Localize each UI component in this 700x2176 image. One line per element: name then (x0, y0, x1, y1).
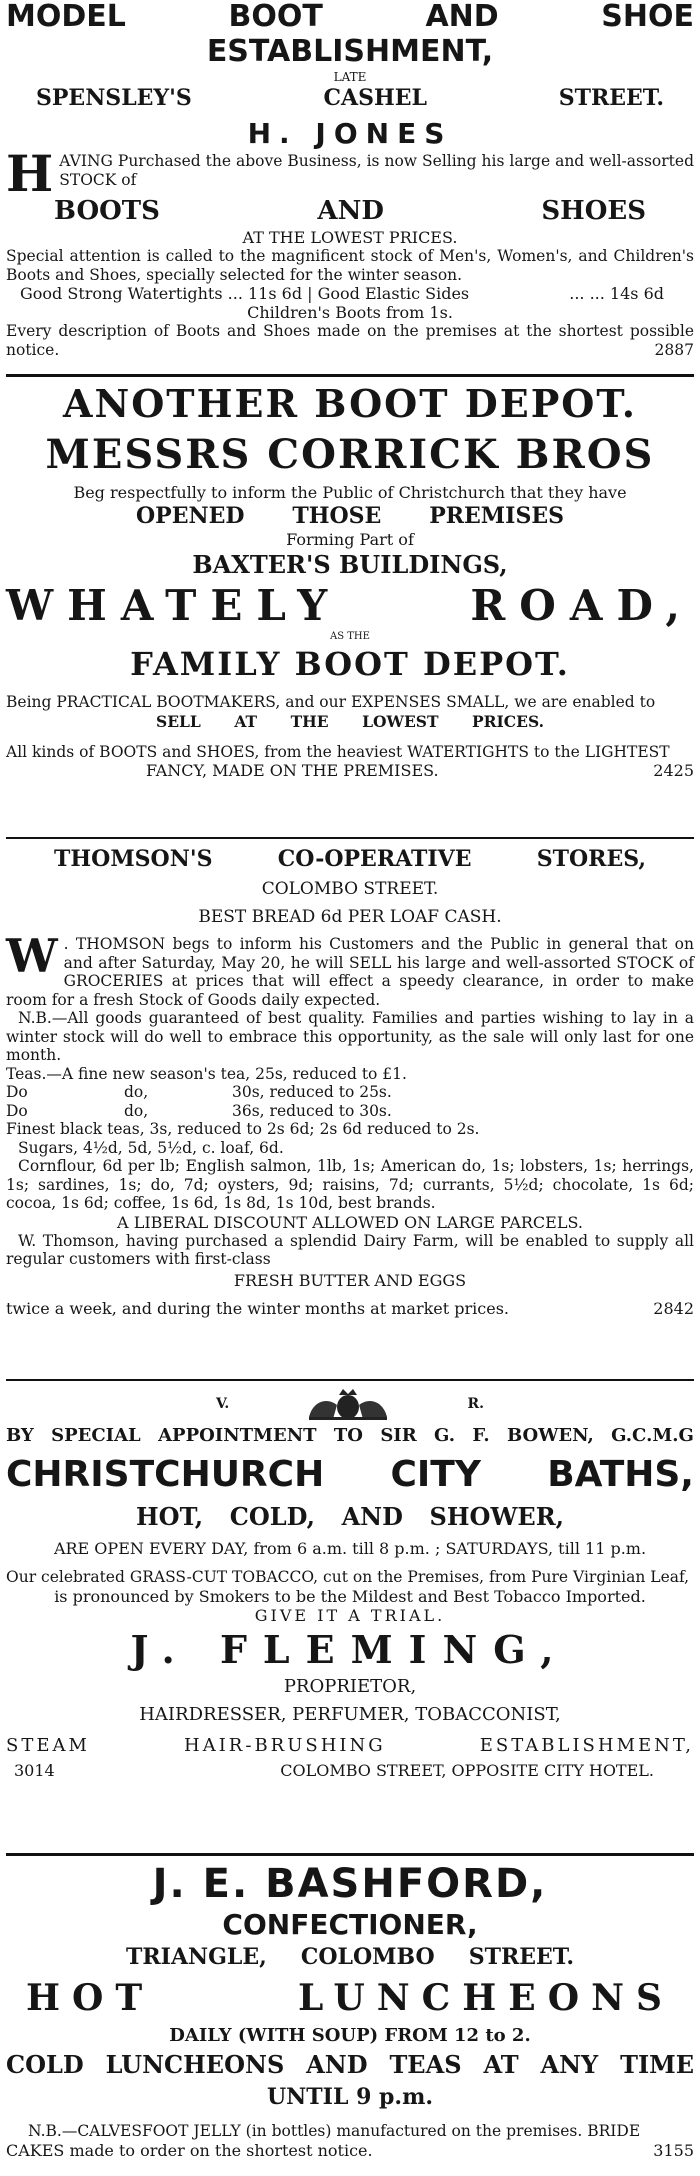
w: TEAS (389, 2050, 462, 2079)
w: OPENED (136, 503, 245, 529)
ad2-being-a: Being PRACTICAL BOOTMAKERS, and our EXPENSES SMALL, we are enabled to (6, 693, 656, 711)
ad2-kinds-a: All kinds of BOOTS and SHOES, from the heaviest WATERTIGHTS to the LIGHTEST (6, 742, 670, 761)
w: BY (6, 1425, 34, 1446)
ad2-opened (6, 502, 694, 530)
ad3-butter: FRESH BUTTER AND EGGS (233, 1270, 467, 1290)
w: COLD, (229, 1502, 315, 1531)
ad2-beg: Beg respectfully to inform the Public of Christchurch that they have (73, 483, 627, 502)
w: CHRISTCHURCH (6, 1454, 325, 1495)
ad3-bread: BEST BREAD 6d PER LOAF CASH. (198, 907, 502, 927)
ad3-discount: A LIBERAL DISCOUNT ALLOWED ON LARGE PARCELS. (117, 1212, 583, 1232)
tea-cell: 36s, reduced to 30s. (232, 1101, 392, 1120)
ad1-line1 (6, 0, 694, 34)
ad5-until: UNTIL 9 p.m. (266, 2084, 434, 2110)
divider (6, 1853, 694, 1856)
ad3-dairy: W. Thomson, having purchased a splendid Dairy Farm, will be enabled to supply all regular customers with first-class (6, 1231, 694, 1268)
w: LUNCHEONS (105, 2050, 285, 2079)
w: ROAD, (470, 581, 694, 630)
w: PREMISES (429, 503, 564, 529)
ad4-title (6, 1449, 694, 1501)
w: COLD (6, 2050, 84, 2079)
ad1-special: Special attention is called to the magnificent stock of Men's, Women's, and Children's Boots and Shoes, specially selected for the winter season. (6, 247, 694, 284)
w: CITY (390, 1454, 481, 1495)
ad4-tobacco-b: is pronounced by Smokers to be the Mildest and Best Tobacco Imported. (54, 1586, 646, 1606)
ad4-give: GIVE IT A TRIAL. (254, 1605, 446, 1625)
tea-row (6, 1065, 415, 1084)
w: AND (317, 196, 384, 226)
crest-right: R. (467, 1396, 484, 1412)
ad3-street: COLOMBO STREET. (261, 879, 439, 899)
tea-cell: 30s, reduced to 25s. (232, 1083, 392, 1101)
ad1-good (6, 284, 694, 303)
ad4-address: COLOMBO STREET, OPPOSITE CITY HOTEL. (280, 1760, 654, 1780)
ad4-tobacco-a: Our celebrated GRASS-CUT TOBACCO, cut on the Premises, from Pure Virginian Leaf, (6, 1568, 690, 1586)
ad2-family: FAMILY BOOT DEPOT. (130, 645, 570, 683)
w: THOSE (292, 503, 382, 529)
w: TIME (620, 2050, 695, 2079)
ad5-hot (6, 1972, 694, 2024)
ad1-intro (6, 144, 694, 203)
royal-crest-icon (303, 1387, 393, 1421)
ad3-twice-row (6, 1299, 694, 1318)
ad3-teas (6, 1065, 415, 1121)
ad3-sugars: Sugars, 4½d, 5d, 5½d, c. loaf, 6d. (18, 1138, 284, 1157)
w: SPECIAL (51, 1425, 141, 1446)
ad5-nb-b: CAKES made to order on the shortest notice. (6, 2140, 373, 2160)
ad4-address-row (6, 1761, 694, 1780)
ad4-sub (6, 1501, 694, 1533)
w: BATHS, (547, 1454, 694, 1495)
w: HAIR-BRUSHING (184, 1734, 386, 1756)
w: HOT, (136, 1502, 204, 1531)
ad-number: 3014 (14, 1760, 55, 1780)
ad4-role: PROPRIETOR, (283, 1675, 417, 1697)
ad2-firm: MESSRS CORRICK BROS (45, 431, 655, 478)
ad2-whately (6, 581, 694, 631)
tea-cell: Do (6, 1101, 28, 1120)
ad2-baxter: BAXTER'S BUILDINGS, (192, 550, 508, 579)
ad4-crest-row (6, 1385, 694, 1423)
divider (6, 1379, 694, 1381)
w: AND (341, 1502, 403, 1531)
w: TRIANGLE, (126, 1944, 267, 1970)
w: AND (425, 0, 499, 34)
ad-bashford (6, 1860, 694, 2170)
w: SHOWER, (429, 1502, 564, 1531)
tea-cell: do, (124, 1083, 149, 1101)
w: AT (483, 2050, 519, 2079)
ad2-forming: Forming Part of (286, 530, 414, 549)
ad2-kinds-b: FANCY, MADE ON THE PREMISES. (146, 761, 439, 780)
ad2-asthe: AS THE (330, 631, 370, 642)
tea-cell: Do (6, 1083, 28, 1101)
ad1-every (6, 322, 694, 359)
ad-number: 2887 (654, 340, 694, 359)
w: THOMSON'S (54, 846, 213, 872)
w: G.C.M.G (611, 1425, 694, 1446)
w: LUNCHEONS (297, 1977, 674, 2019)
w: APPOINTMENT (158, 1425, 317, 1446)
ad-city-baths (6, 1385, 694, 1849)
ad-model-boot (6, 0, 694, 370)
ad5-trade: CONFECTIONER, (222, 1908, 478, 1941)
ad1-late: LATE (333, 70, 367, 84)
ad1-heading (6, 194, 694, 228)
ad3-nb: N.B.—All goods guaranteed of best quality. Families and parties wishing to lay in a winter stock will do well to embrace this opportunity, as the sale will only last for one month. (6, 1009, 694, 1064)
w: COLOMBO (300, 1944, 435, 1970)
dropcap-w: W (6, 929, 58, 983)
ad1-intro-text: AVING Purchased the above Business, is now Selling his large and well-assorted STOCK of (59, 152, 694, 189)
tea-row (6, 1102, 415, 1121)
w: HOT (26, 1977, 155, 2019)
ad5-address (6, 1942, 694, 1972)
ad1-good-right: ... ... 14s 6d (569, 284, 664, 303)
ad5-nb-a: N.B.—CALVESFOOT JELLY (in bottles) manufactured on the premises. BRIDE (28, 2122, 641, 2140)
w: CASHEL (323, 85, 427, 111)
ad1-prices: AT THE LOWEST PRICES. (242, 228, 458, 247)
ad3-para1-text: . THOMSON begs to inform his Customers and the Public in general that on and after Saturday, May 20, he will SELL his large and well-assorted STOCK of GROCERIES at prices that will effect a speedy clearance, in order to make room for a fresh Stock of Goods daily expected. (6, 935, 694, 1009)
w: STREET. (468, 1944, 574, 1970)
w: STORES, (536, 846, 646, 872)
w: SHOE (601, 0, 694, 34)
w: SPENSLEY'S (36, 85, 192, 111)
ad4-open: ARE OPEN EVERY DAY, from 6 a.m. till 8 p.m. ; SATURDAYS, till 11 p.m. (53, 1539, 647, 1558)
ad3-para1 (6, 929, 694, 1009)
ad4-trades: HAIRDRESSER, PERFUMER, TOBACCONIST, (139, 1703, 561, 1725)
ad1-line2: ESTABLISHMENT, (206, 34, 494, 69)
w: F. (472, 1425, 490, 1446)
w: AND (306, 2050, 368, 2079)
ad4-name: J. FLEMING, (130, 1626, 570, 1672)
ad2-being-b (6, 712, 694, 731)
w: BOOT (228, 0, 323, 34)
w: SELL AT THE LOWEST PRICES. (156, 711, 544, 731)
w: TO (333, 1425, 363, 1446)
ad5-cold (6, 2048, 694, 2082)
tea-row (6, 1083, 415, 1102)
ad-number: 3155 (653, 2140, 694, 2160)
ad1-good-left: Good Strong Watertights ... 11s 6d | Good Elastic Sides (20, 284, 470, 303)
divider (6, 374, 694, 377)
ad5-name: J. E. BASHFORD, (152, 1861, 548, 1907)
ad5-daily: DAILY (WITH SOUP) FROM 12 to 2. (169, 2025, 531, 2046)
ad4-appointment (6, 1423, 694, 1449)
ad3-cornflour: Cornflour, 6d per lb; English salmon, 1lb, 1s; American do, 1s; lobsters, 1s; herrings, 1s; sardines, 1s; do, 7d; oysters, 9d; raisins, 7d; currants, 5½d; chocolate, 1s 6d; cocoa, 1s 6d; coffee, 1s 6d, 1s 8d, 1s 10d, best brands. (6, 1157, 694, 1212)
w: ESTABLISHMENT, (479, 1734, 694, 1756)
w: SHOES (541, 196, 646, 226)
w: BOWEN, (506, 1425, 594, 1446)
tea-cell: Teas.—A fine new season's tea, 25s, reduced to £1. (6, 1064, 407, 1083)
w: WHATELY (6, 581, 342, 630)
ad1-children: Children's Boots from 1s. (247, 303, 453, 322)
ad-number: 2425 (653, 761, 694, 780)
ad1-line3 (6, 84, 694, 112)
ad-thomson (6, 843, 694, 1375)
w: ANY (540, 2050, 599, 2079)
ad3-twice: twice a week, and during the winter months at market prices. (6, 1298, 510, 1318)
ad2-kinds-b-row (6, 761, 694, 780)
tea-cell: do, (124, 1101, 149, 1120)
ad5-nb-b-row (6, 2141, 694, 2160)
w: BOOTS (54, 196, 160, 226)
w: STREET. (558, 85, 664, 111)
w: G. (434, 1425, 456, 1446)
divider (6, 837, 694, 839)
crest-left: V. (216, 1396, 230, 1412)
w: STEAM (6, 1734, 90, 1756)
w: SIR (380, 1425, 417, 1446)
dropcap-h: H (6, 144, 54, 203)
ad3-finest: Finest black teas, 3s, reduced to 2s 6d; 2s 6d reduced to 2s. (6, 1120, 480, 1138)
ad-number: 2842 (653, 1298, 694, 1318)
ad1-every-text: Every description of Boots and Shoes made on the premises at the shortest possible notice. (6, 322, 694, 359)
w: CO-OPERATIVE (277, 846, 472, 872)
ad3-title (6, 843, 694, 875)
ad2-title: ANOTHER BOOT DEPOT. (62, 381, 637, 426)
ad-corrick-bros (6, 381, 694, 833)
ad1-proprietor: H. JONES (247, 117, 453, 150)
ad4-steam (6, 1731, 694, 1761)
w: MODEL (6, 0, 126, 34)
